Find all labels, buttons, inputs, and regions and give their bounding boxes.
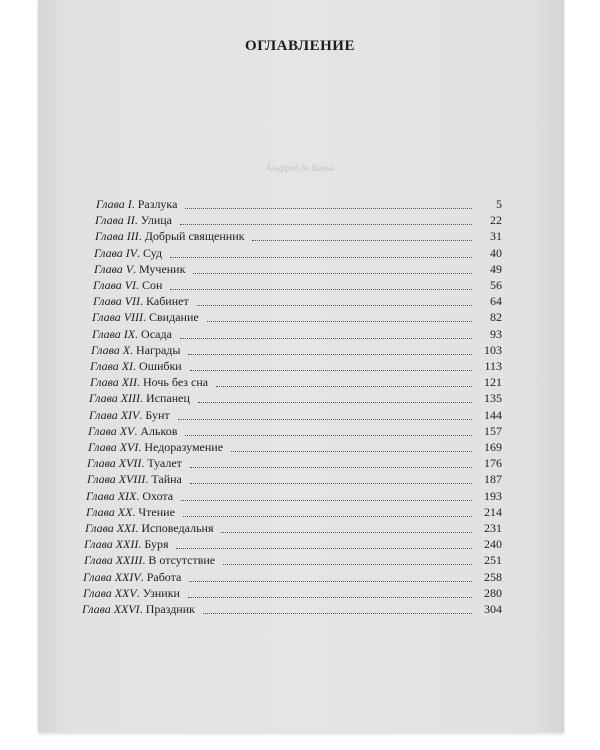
toc-page-number: 304 (484, 602, 502, 616)
toc-page-number: 93 (490, 326, 502, 341)
toc-entry-label (86, 504, 175, 520)
toc-chapter-title: . В отсутствие (142, 553, 216, 568)
toc-chapter-number: Глава XXV (83, 585, 137, 600)
toc-chapter-number: Глава II (95, 213, 135, 228)
toc-chapter-number: Глава VII (93, 294, 141, 309)
toc-page-number: 5 (496, 197, 502, 211)
toc-entry-label (91, 342, 180, 358)
toc-chapter-title: . Сон (136, 278, 163, 292)
toc-chapter-number: Глава XXII (84, 537, 139, 552)
toc-entry-label (87, 455, 182, 471)
toc-chapter-number: Глава XXI (85, 521, 136, 535)
toc-entry (86, 504, 502, 520)
toc-chapter-number: Глава III (95, 229, 139, 244)
toc-chapter-title: . Охота (136, 488, 174, 503)
toc-chapter-title: . Испанец (140, 391, 190, 406)
toc-page-number: 251 (484, 553, 502, 568)
toc-page-number: 176 (484, 456, 502, 471)
toc-chapter-number: Глава IX (92, 326, 136, 341)
toc-chapter-number: Глава I (96, 197, 132, 211)
toc-chapter-number: Глава X (91, 342, 131, 357)
toc-entry-label (87, 471, 182, 487)
toc-leader-dots (252, 240, 472, 241)
toc-entry-label (84, 552, 215, 568)
toc-entry-label (83, 569, 181, 585)
toc-entry (88, 423, 502, 439)
toc-chapter-title: . Кабинет (140, 294, 189, 309)
toc-chapter-number: Глава XXIV (83, 569, 141, 584)
toc-leader-dots (216, 386, 472, 387)
toc-chapter-number: Глава XVI (88, 440, 139, 454)
toc-entry (93, 277, 502, 293)
toc-leader-dots (170, 257, 472, 258)
toc-chapter-number: Глава XIV (89, 407, 140, 422)
toc-entry-label (95, 228, 244, 244)
toc-chapter-title: . Туалет (141, 456, 182, 471)
toc-chapter-title: . Альков (134, 423, 178, 438)
toc-page-number: 121 (484, 375, 502, 390)
toc-leader-dots (178, 419, 472, 420)
toc-entry-label (89, 407, 170, 423)
toc-chapter-title: . Узники (136, 585, 180, 600)
toc-page-number: 214 (484, 504, 502, 519)
toc-entry (89, 407, 502, 423)
toc-entry-label (82, 601, 195, 617)
toc-chapter-number: Глава XVII (87, 456, 142, 471)
toc-entry-label (89, 390, 190, 406)
toc-chapter-number: Глава XXIII (84, 553, 143, 568)
toc-entry-label (88, 439, 223, 455)
toc-entry-label (94, 261, 185, 277)
toc-chapter-title: . Исповедальня (135, 521, 214, 535)
toc-leader-dots (181, 500, 472, 501)
toc-chapter-number: Глава XXVI (82, 602, 140, 616)
toc-leader-dots (193, 273, 472, 274)
toc-entry (92, 326, 502, 342)
toc-chapter-number: Глава XIII (89, 391, 141, 406)
toc-chapter-title: . Работа (140, 569, 182, 584)
toc-entry (86, 488, 502, 504)
toc-leader-dots (176, 548, 472, 549)
toc-page-number: 193 (484, 488, 502, 503)
toc-page-number: 157 (484, 423, 502, 438)
toc-entry-label (94, 245, 162, 261)
toc-entry (93, 293, 502, 309)
toc-leader-dots (185, 435, 472, 436)
toc-leader-dots (180, 338, 472, 339)
toc-entry-label (84, 536, 168, 552)
toc-leader-dots (185, 208, 472, 209)
toc-chapter-number: Глава XX (86, 504, 133, 519)
toc-chapter-title: . Недоразумение (138, 440, 224, 454)
toc-chapter-title: . Ночь без сна (137, 375, 209, 390)
toc-entry-label (93, 293, 189, 309)
toc-chapter-number: Глава IV (94, 245, 138, 260)
toc-chapter-title: . Добрый священник (138, 229, 245, 244)
toc-page-number: 49 (490, 261, 502, 276)
toc-entry (95, 228, 502, 244)
toc-entry (90, 374, 502, 390)
toc-chapter-title: . Тайна (145, 472, 182, 487)
toc-entry (87, 471, 502, 487)
toc-entry-label (96, 196, 177, 212)
toc-entry-label (92, 309, 199, 325)
toc-leader-dots (170, 289, 472, 290)
toc-chapter-number: Глава XIX (86, 488, 137, 503)
toc-chapter-title: . Ошибки (133, 359, 182, 373)
toc-leader-dots (221, 532, 472, 533)
toc-chapter-title: . Суд (137, 245, 163, 260)
toc-entry-label (85, 520, 213, 536)
toc-chapter-title: . Бунт (139, 407, 170, 422)
toc-entry-label (92, 326, 172, 342)
toc-entry (85, 520, 502, 536)
toc-entry-label (86, 488, 173, 504)
toc-chapter-number: Глава XII (90, 375, 138, 390)
toc-chapter-number: Глава XVIII (87, 472, 146, 487)
toc-chapter-title: . Мученик (133, 261, 186, 276)
toc-entry-label (90, 374, 208, 390)
toc-leader-dots (189, 581, 472, 582)
toc-leader-dots (207, 321, 472, 322)
toc-chapter-number: Глава VIII (92, 310, 144, 325)
toc-leader-dots (188, 354, 472, 355)
toc-page-number: 240 (484, 537, 502, 552)
toc-entry (84, 552, 502, 568)
toc-page-number: 258 (484, 569, 502, 584)
toc-entry-label (88, 423, 177, 439)
toc-chapter-title: . Чтение (132, 504, 175, 519)
toc-chapter-title: . Праздник (139, 602, 195, 616)
toc-leader-dots (190, 370, 472, 371)
toc-chapter-title: . Улица (134, 213, 172, 228)
toc-entry (83, 569, 502, 585)
toc-page-number: 40 (490, 245, 502, 260)
toc-entry (82, 601, 502, 617)
toc-leader-dots (223, 564, 472, 565)
toc-page-number: 144 (484, 407, 502, 422)
toc-chapter-number: Глава XI (90, 359, 134, 373)
toc-page-number: 82 (490, 310, 502, 325)
toc-chapter-title: . Награды (130, 342, 181, 357)
toc-entry (94, 245, 502, 261)
toc-chapter-title: . Свидание (143, 310, 199, 325)
toc-page-number: 56 (490, 278, 502, 292)
toc-page-number: 113 (484, 359, 502, 373)
toc-entry-label (93, 277, 162, 293)
toc-chapter-number: Глава V (94, 261, 134, 276)
toc-chapter-title: . Разлука (131, 197, 178, 211)
toc-page-number: 64 (490, 294, 502, 309)
toc-entry (95, 212, 502, 228)
toc-leader-dots (183, 516, 472, 517)
toc-entry (94, 261, 502, 277)
toc-entry-label (90, 358, 182, 374)
toc-entry (87, 455, 502, 471)
toc-entry (96, 196, 502, 212)
toc-leader-dots (190, 467, 472, 468)
toc-entry (91, 342, 502, 358)
toc-entry-label (83, 585, 180, 601)
toc-leader-dots (188, 597, 472, 598)
toc-entry (84, 536, 502, 552)
toc-chapter-title: . Буря (138, 537, 169, 552)
toc-chapter-number: Глава VI (93, 278, 137, 292)
toc-entry-label (95, 212, 172, 228)
toc-entry (88, 439, 502, 455)
toc-entry (89, 390, 502, 406)
toc-page-number: 22 (490, 213, 502, 228)
toc-entry (90, 358, 502, 374)
toc-chapter-title: . Осада (135, 326, 172, 341)
toc-leader-dots (231, 451, 472, 452)
toc-entry (83, 585, 502, 601)
toc-leader-dots (180, 224, 472, 225)
toc-leader-dots (198, 402, 472, 403)
toc-page-number: 280 (484, 585, 502, 600)
toc-leader-dots (197, 305, 472, 306)
toc-entry (92, 309, 502, 325)
page-title: ОГЛАВЛЕНИЕ (245, 38, 355, 54)
toc-page-number: 231 (484, 521, 502, 535)
toc-leader-dots (190, 483, 472, 484)
toc-page-number: 31 (490, 229, 502, 244)
toc-page-number: 169 (484, 440, 502, 454)
toc-leader-dots (203, 613, 472, 614)
toc-chapter-number: Глава XV (88, 423, 135, 438)
toc-page-number: 135 (484, 391, 502, 406)
toc-page-number: 103 (484, 342, 502, 357)
bleed-through-text: Альфред де Виньи (265, 163, 335, 173)
toc-page-number: 187 (484, 472, 502, 487)
